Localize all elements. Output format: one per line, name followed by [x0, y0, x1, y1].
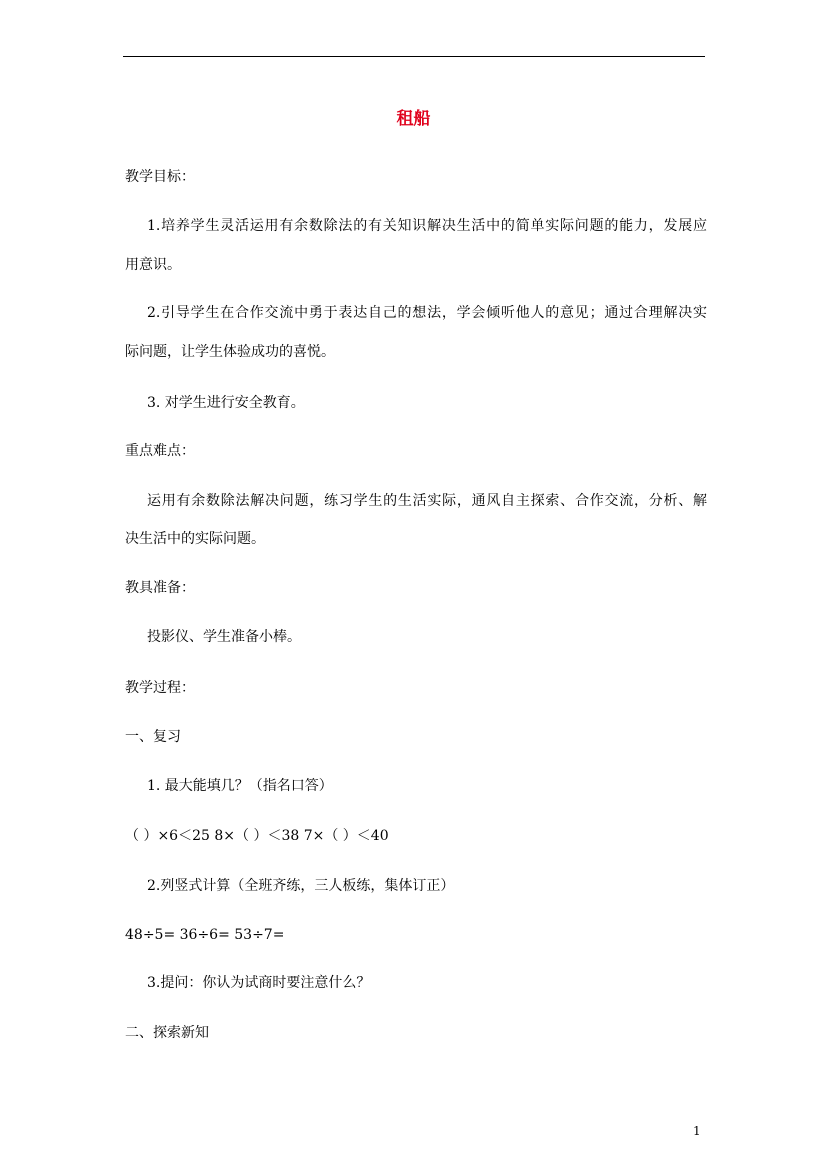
goal-2-line-1: 2.引导学生在合作交流中勇于表达自己的想法，学会倾听他人的意见；通过合理解决实: [147, 305, 707, 321]
goal-1-line-1: 1.培养学生灵活运用有余数除法的有关知识解决生活中的简单实际问题的能力，发展应: [147, 218, 707, 234]
tools-text: 投影仪、学生准备小棒。: [147, 629, 301, 645]
header-rule: [123, 56, 705, 57]
document-title: 租船: [396, 109, 431, 129]
page-number: 1: [693, 1124, 701, 1138]
key-line-1: 运用有余数除法解决问题，练习学生的生活实际，通风自主探索、合作交流，分析、解: [147, 493, 707, 509]
review-1-exercise: （ ）×6＜25 8×（ ）＜38 7×（ ）＜40: [125, 828, 389, 844]
review-2-exercise: 48÷5= 36÷6= 53÷7=: [125, 927, 285, 943]
goal-3: 3. 对学生进行安全教育。: [147, 395, 305, 411]
review-3: 3.提问：你认为试商时要注意什么？: [147, 975, 371, 991]
key-heading: 重点难点：: [125, 443, 195, 459]
key-line-2: 决生活中的实际问题。: [125, 531, 265, 547]
review-2: 2.列竖式计算（全班齐练，三人板练，集体订正）: [147, 878, 455, 894]
explore-heading: 二、探索新知: [125, 1025, 209, 1041]
process-heading: 教学过程：: [125, 680, 195, 696]
review-heading: 一、复习: [125, 729, 181, 745]
goal-2-line-2: 际问题，让学生体验成功的喜悦。: [125, 344, 335, 360]
tools-heading: 教具准备：: [125, 580, 195, 596]
review-1: 1. 最大能填几？（指名口答）: [147, 778, 333, 794]
goal-heading: 教学目标：: [125, 169, 195, 185]
goal-1-line-2: 用意识。: [125, 257, 181, 273]
